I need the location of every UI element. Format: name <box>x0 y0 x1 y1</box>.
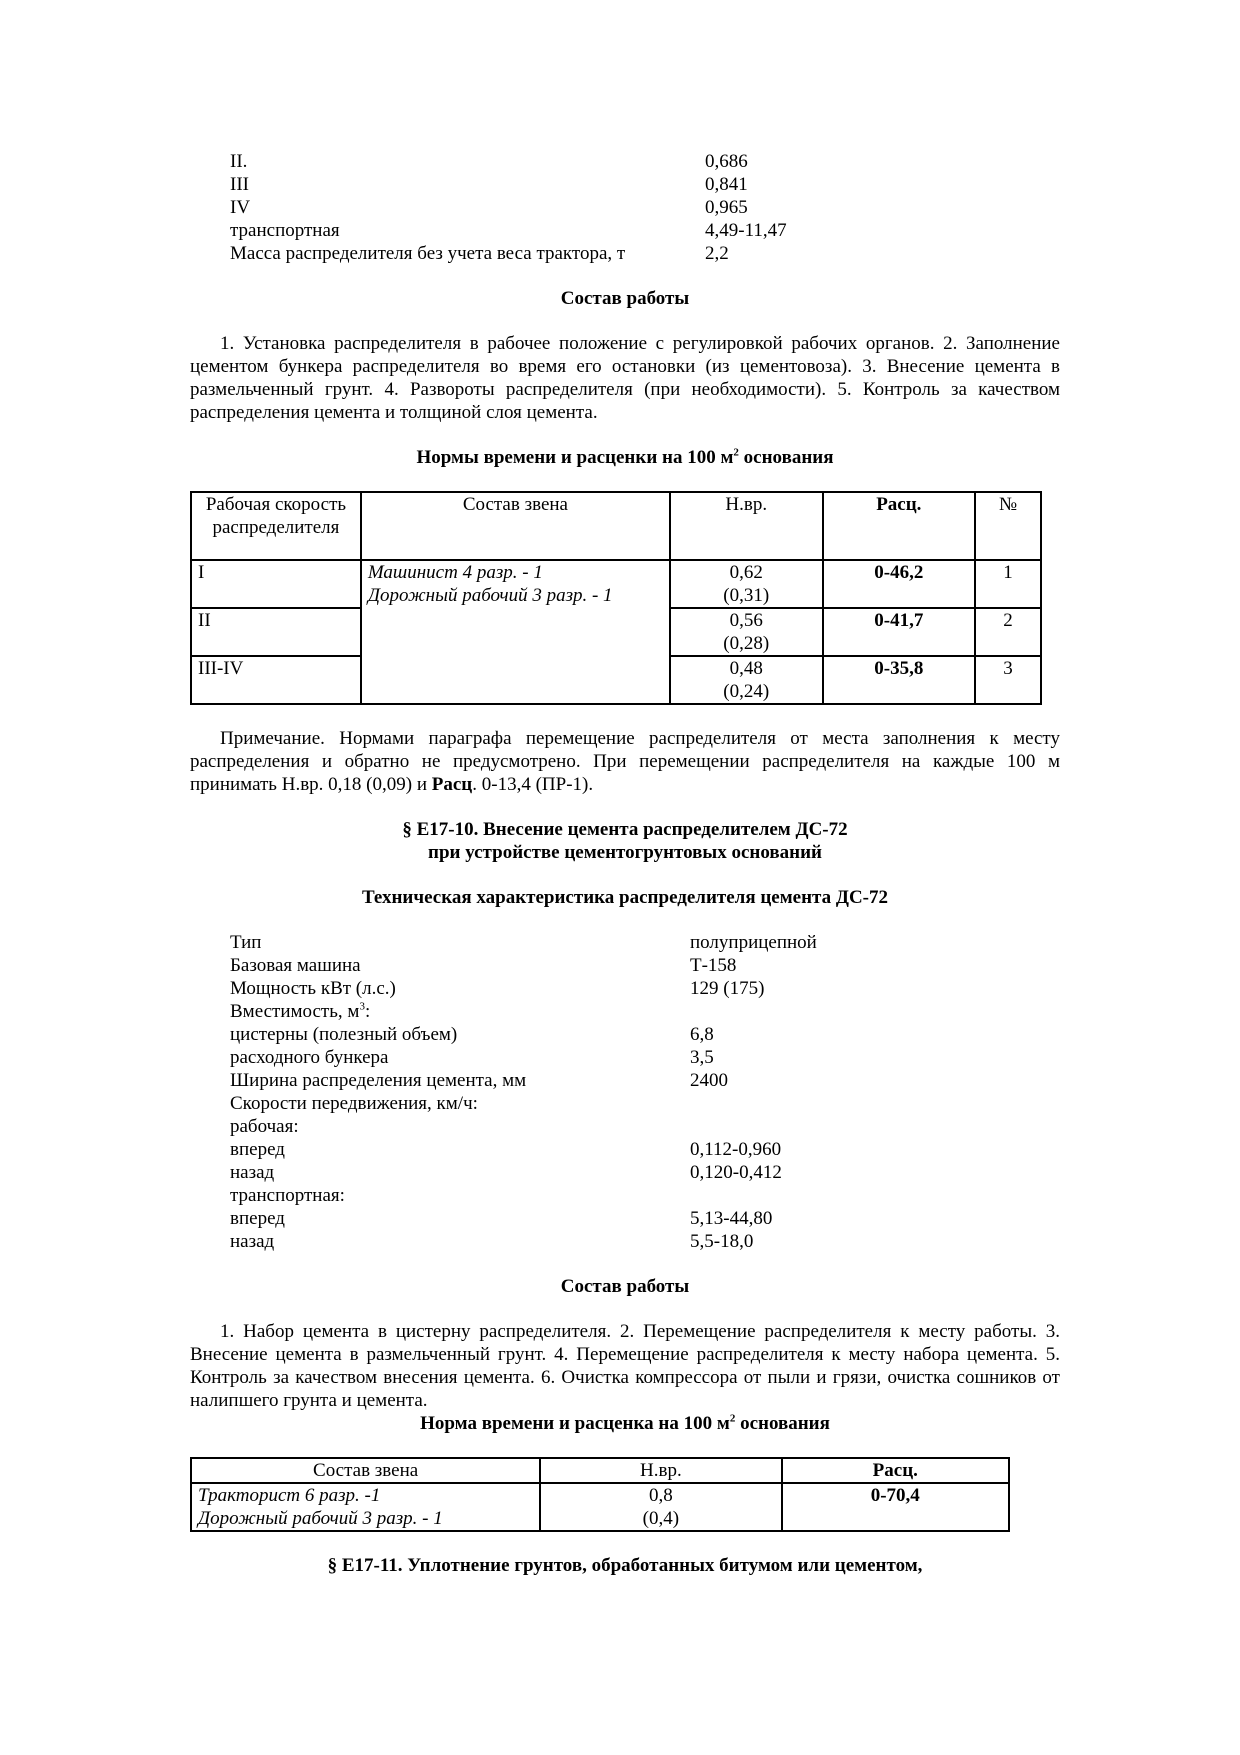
spec-row: расходного бункера 3,5 <box>230 1047 714 1068</box>
spec-row: Ширина распределения цемента, мм 2400 <box>230 1070 728 1091</box>
norms-table-1 <box>190 491 1042 705</box>
spec-row: Базовая машина Т-158 <box>230 955 737 976</box>
cell-speed: II <box>191 608 361 656</box>
header-speed: Рабочая скорость распределителя <box>191 492 361 560</box>
note-paragraph: Примечание. Нормами параграфа перемещение распределителя от места заполнения к месту распределения и обратно не предусмотрено. При перемещении распределителя на каждые 100 м принимать Н.вр. 0,18 (0,09) и Расц. 0-13,4 (ПР-1). <box>190 728 1060 795</box>
cell-num: 3 <box>975 656 1041 704</box>
spec-list-ds72 <box>230 931 850 1253</box>
work-description-2: 1. Набор цемента в цистерну распределителя. 2. Перемещение распределителя к месту работы. 3. Внесение цемента в размельченный грунт. 4. Перемещение распределителя к месту набора цемента. 5. Контроль за качеством внесения цемента. 6. Очистка компрессора от пыли и грязи, очистка сошников от налипшего грунта и цемента. <box>190 1321 1060 1411</box>
spec-row: Тип полуприцепной <box>230 932 817 953</box>
section-title-e17-11: § Е17-11. Уплотнение грунтов, обработанных битумом или цементом, <box>327 1555 923 1576</box>
header-nvr: Н.вр. <box>670 492 823 560</box>
spec-row: Вместимость, $м^3$: <box>230 1000 371 1022</box>
header-nvr: Н.вр. <box>540 1458 781 1483</box>
spec-row: IV 0,965 <box>230 197 748 218</box>
tech-heading: Техническая характеристика распределителя цемента ДС-72 <box>361 887 888 908</box>
cell-rasc: 0-41,7 <box>823 608 976 656</box>
spec-row: Масса распределителя без учета веса трактора, т 2,2 <box>230 243 729 264</box>
cell-nvr: 0,48 (0,24) <box>670 656 823 704</box>
table-header-row <box>191 492 1041 560</box>
spec-row: цистерны (полезный объем) 6,8 <box>230 1024 714 1045</box>
norms-table-2 <box>190 1457 1010 1532</box>
spec-row: транспортная: <box>230 1185 345 1206</box>
header-crew: Состав звена <box>361 492 670 560</box>
spec-row: II. 0,686 <box>230 151 748 172</box>
cell-crew: Тракторист 6 разр. -1 Дорожный рабочий 3 разр. - 1 <box>191 1483 540 1531</box>
document-page <box>190 150 1060 1577</box>
spec-row: III 0,841 <box>230 174 748 195</box>
cell-num: 1 <box>975 560 1041 608</box>
spec-row: вперед 5,13-44,80 <box>230 1208 773 1229</box>
header-rasc: Расц. <box>823 492 976 560</box>
spec-row: назад 0,120-0,412 <box>230 1162 782 1183</box>
table-row <box>191 560 1041 608</box>
spec-row: вперед 0,112-0,960 <box>230 1139 782 1160</box>
cell-speed: III-IV <box>191 656 361 704</box>
work-heading-1: Состав работы <box>560 288 690 309</box>
cell-nvr: 0,56 (0,28) <box>670 608 823 656</box>
cell-nvr: 0,62 (0,31) <box>670 560 823 608</box>
cell-rasc: 0-70,4 <box>782 1483 1009 1531</box>
table-row <box>191 1483 1009 1531</box>
spec-row: рабочая: <box>230 1116 299 1137</box>
spec-row: Скорости передвижения, км/ч: <box>230 1093 478 1114</box>
spec-row: Мощность кВт (л.с.) 129 (175) <box>230 978 765 999</box>
header-rasc: Расц. <box>782 1458 1009 1483</box>
table-header-row <box>191 1458 1009 1483</box>
spec-row: назад 5,5-18,0 <box>230 1231 754 1252</box>
cell-crew: Машинист 4 разр. - 1 Дорожный рабочий 3 разр. - 1 <box>361 560 670 704</box>
section-title-e17-10: § Е17-10. Внесение цемента распределителем ДС-72 при устройстве цементогрунтовых оснований <box>402 819 848 863</box>
cell-nvr: 0,8 (0,4) <box>540 1483 781 1531</box>
cell-rasc: 0-35,8 <box>823 656 976 704</box>
cell-speed: I <box>191 560 361 608</box>
header-crew: Состав звена <box>191 1458 540 1483</box>
cell-num: 2 <box>975 608 1041 656</box>
norms-heading-1: Нормы времени и расценки на 100 $м^2$ основания <box>416 446 834 468</box>
spec-list-top <box>230 150 850 265</box>
norm-heading-2: Норма времени и расценка на 100 $м^2$ основания <box>420 1412 830 1434</box>
spec-row: транспортная 4,49-11,47 <box>230 220 787 241</box>
cell-rasc: 0-46,2 <box>823 560 976 608</box>
work-heading-2: Состав работы <box>560 1276 690 1297</box>
work-description-1: 1. Установка распределителя в рабочее положение с регулировкой рабочих органов. 2. Заполнение цементом бункера распределителя во время его остановки (из цементовоза). 3. Внесение цемента в размельченный грунт. 4. Развороты распределителя (при необходимости). 5. Контроль за качеством распределения цемента и толщиной слоя цемента. <box>190 333 1060 423</box>
header-num: № <box>975 492 1041 560</box>
